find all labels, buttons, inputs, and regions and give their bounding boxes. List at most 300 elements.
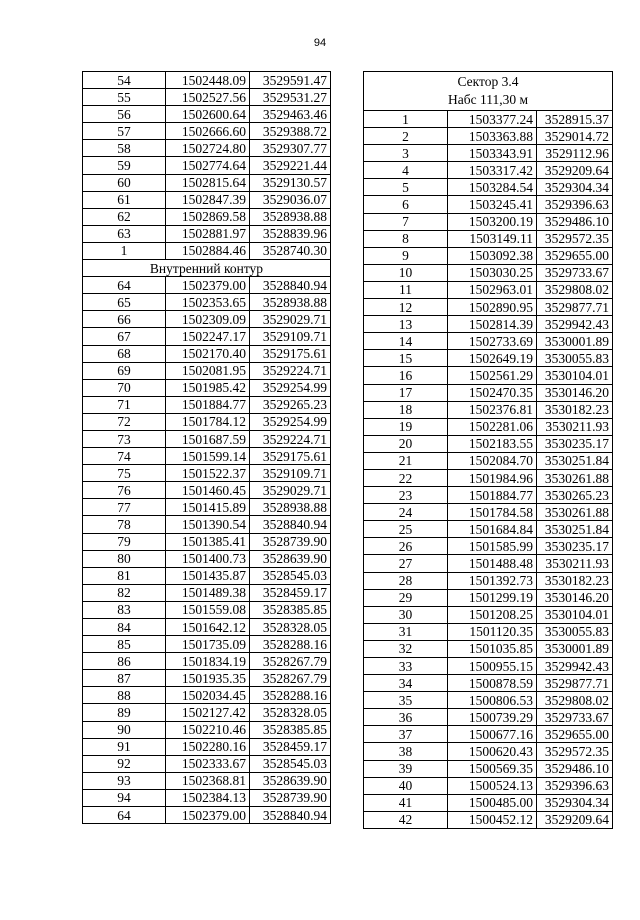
y-coordinate: 3529942.43 [537, 316, 613, 333]
y-coordinate: 3529877.71 [537, 299, 613, 316]
x-coordinate: 1503149.11 [448, 230, 537, 247]
point-number: 1 [83, 242, 166, 259]
table-row [364, 469, 613, 486]
point-number: 80 [83, 550, 166, 567]
point-number: 57 [83, 123, 166, 140]
x-coordinate: 1500524.13 [448, 777, 537, 794]
point-number: 23 [364, 487, 448, 504]
point-number: 27 [364, 555, 448, 572]
table-row [364, 196, 613, 213]
point-number: 62 [83, 208, 166, 225]
table-row [83, 294, 331, 311]
x-coordinate: 1502210.46 [166, 721, 250, 738]
table-row [364, 299, 613, 316]
table-row [364, 418, 613, 435]
table-row [364, 316, 613, 333]
x-coordinate: 1501687.59 [166, 430, 250, 447]
y-coordinate: 3528288.16 [250, 636, 331, 653]
point-number: 91 [83, 738, 166, 755]
y-coordinate: 3529224.71 [250, 362, 331, 379]
table-row [83, 362, 331, 379]
x-coordinate: 1501585.99 [448, 538, 537, 555]
table-row [83, 379, 331, 396]
table-row [364, 350, 613, 367]
table-row [364, 162, 613, 179]
y-coordinate: 3529655.00 [537, 247, 613, 264]
point-number: 88 [83, 687, 166, 704]
point-number: 1 [364, 111, 448, 128]
table-row [83, 636, 331, 653]
table-row [364, 128, 613, 145]
x-coordinate: 1502600.64 [166, 106, 250, 123]
y-coordinate: 3529304.34 [537, 794, 613, 811]
y-coordinate: 3529942.43 [537, 658, 613, 675]
table-row [83, 345, 331, 362]
y-coordinate: 3530146.20 [537, 384, 613, 401]
y-coordinate: 3529808.02 [537, 281, 613, 298]
table-row [83, 106, 331, 123]
point-number: 3 [364, 145, 448, 162]
y-coordinate: 3529175.61 [250, 345, 331, 362]
y-coordinate: 3529486.10 [537, 760, 613, 777]
table-row [364, 247, 613, 264]
y-coordinate: 3529733.67 [537, 264, 613, 281]
y-coordinate: 3528328.05 [250, 704, 331, 721]
point-number: 42 [364, 811, 448, 828]
y-coordinate: 3528739.90 [250, 789, 331, 806]
point-number: 40 [364, 777, 448, 794]
x-coordinate: 1502881.97 [166, 225, 250, 242]
y-coordinate: 3529486.10 [537, 213, 613, 230]
point-number: 37 [364, 726, 448, 743]
x-coordinate: 1502470.35 [448, 384, 537, 401]
y-coordinate: 3530104.01 [537, 367, 613, 384]
x-coordinate: 1502379.00 [166, 277, 250, 294]
y-coordinate: 3529014.72 [537, 128, 613, 145]
table-row [364, 145, 613, 162]
x-coordinate: 1502884.46 [166, 242, 250, 259]
y-coordinate: 3529029.71 [250, 482, 331, 499]
point-number: 86 [83, 653, 166, 670]
point-number: 71 [83, 396, 166, 413]
left-coordinates-table [82, 71, 331, 824]
point-number: 89 [83, 704, 166, 721]
y-coordinate: 3528840.94 [250, 516, 331, 533]
table-row [364, 640, 613, 657]
point-number: 93 [83, 772, 166, 789]
y-coordinate: 3528267.79 [250, 670, 331, 687]
point-number: 30 [364, 606, 448, 623]
x-coordinate: 1502649.19 [448, 350, 537, 367]
point-number: 14 [364, 333, 448, 350]
point-number: 65 [83, 294, 166, 311]
y-coordinate: 3530001.89 [537, 640, 613, 657]
x-coordinate: 1500955.15 [448, 658, 537, 675]
point-number: 81 [83, 567, 166, 584]
y-coordinate: 3529029.71 [250, 311, 331, 328]
x-coordinate: 1501415.89 [166, 499, 250, 516]
point-number: 34 [364, 675, 448, 692]
y-coordinate: 3528840.94 [250, 277, 331, 294]
point-number: 25 [364, 521, 448, 538]
y-coordinate: 3529112.96 [537, 145, 613, 162]
x-coordinate: 1503030.25 [448, 264, 537, 281]
y-coordinate: 3530182.23 [537, 401, 613, 418]
table-row [364, 709, 613, 726]
y-coordinate: 3528459.17 [250, 738, 331, 755]
y-coordinate: 3529591.47 [250, 72, 331, 89]
point-number: 69 [83, 362, 166, 379]
point-number: 11 [364, 281, 448, 298]
y-coordinate: 3529877.71 [537, 675, 613, 692]
x-coordinate: 1501400.73 [166, 550, 250, 567]
point-number: 70 [83, 379, 166, 396]
y-coordinate: 3529265.23 [250, 396, 331, 413]
x-coordinate: 1500620.43 [448, 743, 537, 760]
y-coordinate: 3530261.88 [537, 504, 613, 521]
table-row [83, 89, 331, 106]
table-row [83, 687, 331, 704]
point-number: 67 [83, 328, 166, 345]
point-number: 56 [83, 106, 166, 123]
table-row [83, 72, 331, 89]
y-coordinate: 3529130.57 [250, 174, 331, 191]
y-coordinate: 3529209.64 [537, 811, 613, 828]
table-row [364, 435, 613, 452]
table-row [83, 311, 331, 328]
table-row [364, 623, 613, 640]
table-row [83, 619, 331, 636]
x-coordinate: 1500569.35 [448, 760, 537, 777]
point-number: 87 [83, 670, 166, 687]
y-coordinate: 3529572.35 [537, 230, 613, 247]
table-row [83, 789, 331, 806]
x-coordinate: 1502280.16 [166, 738, 250, 755]
table-row [83, 208, 331, 225]
table-row [364, 572, 613, 589]
x-coordinate: 1501735.09 [166, 636, 250, 653]
point-number: 17 [364, 384, 448, 401]
x-coordinate: 1501522.37 [166, 465, 250, 482]
point-number: 13 [364, 316, 448, 333]
table-row [364, 333, 613, 350]
y-coordinate: 3528840.94 [250, 807, 331, 824]
point-number: 35 [364, 692, 448, 709]
y-coordinate: 3530261.88 [537, 469, 613, 486]
x-coordinate: 1501035.85 [448, 640, 537, 657]
point-number: 38 [364, 743, 448, 760]
y-coordinate: 3530146.20 [537, 589, 613, 606]
x-coordinate: 1502333.67 [166, 755, 250, 772]
table-row [364, 692, 613, 709]
y-coordinate: 3530211.93 [537, 418, 613, 435]
point-number: 73 [83, 430, 166, 447]
x-coordinate: 1500878.59 [448, 675, 537, 692]
point-number: 41 [364, 794, 448, 811]
point-number: 8 [364, 230, 448, 247]
sector-header [364, 72, 613, 111]
x-coordinate: 1501390.54 [166, 516, 250, 533]
y-coordinate: 3529572.35 [537, 743, 613, 760]
point-number: 33 [364, 658, 448, 675]
table-row [83, 123, 331, 140]
x-coordinate: 1501784.58 [448, 504, 537, 521]
point-number: 4 [364, 162, 448, 179]
x-coordinate: 1502666.60 [166, 123, 250, 140]
y-coordinate: 3529463.46 [250, 106, 331, 123]
table-row [364, 264, 613, 281]
table-row [83, 670, 331, 687]
table-row [83, 277, 331, 294]
right-coordinates-table [363, 71, 613, 829]
table-row [83, 772, 331, 789]
x-coordinate: 1501385.41 [166, 533, 250, 550]
point-number: 10 [364, 264, 448, 281]
y-coordinate: 3530235.17 [537, 435, 613, 452]
x-coordinate: 1502281.06 [448, 418, 537, 435]
y-coordinate: 3530104.01 [537, 606, 613, 623]
y-coordinate: 3529531.27 [250, 89, 331, 106]
y-coordinate: 3529109.71 [250, 465, 331, 482]
y-coordinate: 3528839.96 [250, 225, 331, 242]
y-coordinate: 3528938.88 [250, 208, 331, 225]
x-coordinate: 1502084.70 [448, 452, 537, 469]
point-number: 24 [364, 504, 448, 521]
x-coordinate: 1503363.88 [448, 128, 537, 145]
table-row [364, 487, 613, 504]
point-number: 31 [364, 623, 448, 640]
x-coordinate: 1502527.56 [166, 89, 250, 106]
y-coordinate: 3529109.71 [250, 328, 331, 345]
table-row [83, 807, 331, 824]
x-coordinate: 1502448.09 [166, 72, 250, 89]
table-row [83, 755, 331, 772]
y-coordinate: 3528740.30 [250, 242, 331, 259]
x-coordinate: 1503245.41 [448, 196, 537, 213]
x-coordinate: 1502561.29 [448, 367, 537, 384]
x-coordinate: 1503317.42 [448, 162, 537, 179]
point-number: 58 [83, 140, 166, 157]
table-row [83, 601, 331, 618]
point-number: 7 [364, 213, 448, 230]
y-coordinate: 3529254.99 [250, 413, 331, 430]
table-row [83, 242, 331, 259]
y-coordinate: 3530251.84 [537, 452, 613, 469]
x-coordinate: 1501884.77 [166, 396, 250, 413]
table-row [83, 191, 331, 208]
x-coordinate: 1500806.53 [448, 692, 537, 709]
point-number: 90 [83, 721, 166, 738]
y-coordinate: 3529396.63 [537, 196, 613, 213]
table-row [364, 777, 613, 794]
x-coordinate: 1502963.01 [448, 281, 537, 298]
x-coordinate: 1503377.24 [448, 111, 537, 128]
x-coordinate: 1501599.14 [166, 448, 250, 465]
point-number: 12 [364, 299, 448, 316]
x-coordinate: 1501488.48 [448, 555, 537, 572]
table-row [364, 606, 613, 623]
point-number: 5 [364, 179, 448, 196]
point-number: 9 [364, 247, 448, 264]
x-coordinate: 1502890.95 [448, 299, 537, 316]
sector-header-row [364, 72, 613, 111]
y-coordinate: 3529655.00 [537, 726, 613, 743]
table-row [364, 589, 613, 606]
y-coordinate: 3528459.17 [250, 584, 331, 601]
point-number: 36 [364, 709, 448, 726]
x-coordinate: 1500739.29 [448, 709, 537, 726]
x-coordinate: 1501684.84 [448, 521, 537, 538]
point-number: 64 [83, 807, 166, 824]
x-coordinate: 1502081.95 [166, 362, 250, 379]
y-coordinate: 3528639.90 [250, 550, 331, 567]
point-number: 32 [364, 640, 448, 657]
table-row [364, 213, 613, 230]
x-coordinate: 1501834.19 [166, 653, 250, 670]
y-coordinate: 3530251.84 [537, 521, 613, 538]
y-coordinate: 3529209.64 [537, 162, 613, 179]
x-coordinate: 1503092.38 [448, 247, 537, 264]
x-coordinate: 1502353.65 [166, 294, 250, 311]
point-number: 64 [83, 277, 166, 294]
y-coordinate: 3530235.17 [537, 538, 613, 555]
x-coordinate: 1502814.39 [448, 316, 537, 333]
table-row [364, 675, 613, 692]
x-coordinate: 1502034.45 [166, 687, 250, 704]
point-number: 68 [83, 345, 166, 362]
x-coordinate: 1502847.39 [166, 191, 250, 208]
point-number: 78 [83, 516, 166, 533]
y-coordinate: 3529808.02 [537, 692, 613, 709]
table-row [83, 653, 331, 670]
x-coordinate: 1500485.00 [448, 794, 537, 811]
x-coordinate: 1502309.09 [166, 311, 250, 328]
table-row [364, 452, 613, 469]
x-coordinate: 1501784.12 [166, 413, 250, 430]
y-coordinate: 3529221.44 [250, 157, 331, 174]
x-coordinate: 1503343.91 [448, 145, 537, 162]
x-coordinate: 1503200.19 [448, 213, 537, 230]
x-coordinate: 1501559.08 [166, 601, 250, 618]
y-coordinate: 3528639.90 [250, 772, 331, 789]
point-number: 59 [83, 157, 166, 174]
y-coordinate: 3529396.63 [537, 777, 613, 794]
y-coordinate: 3529224.71 [250, 430, 331, 447]
y-coordinate: 3528915.37 [537, 111, 613, 128]
table-row [364, 538, 613, 555]
x-coordinate: 1502127.42 [166, 704, 250, 721]
y-coordinate: 3529307.77 [250, 140, 331, 157]
x-coordinate: 1501984.96 [448, 469, 537, 486]
x-coordinate: 1502379.00 [166, 807, 250, 824]
point-number: 39 [364, 760, 448, 777]
point-number: 63 [83, 225, 166, 242]
point-number: 79 [83, 533, 166, 550]
x-coordinate: 1501884.77 [448, 487, 537, 504]
x-coordinate: 1500677.16 [448, 726, 537, 743]
table-row [364, 179, 613, 196]
table-row [83, 413, 331, 430]
point-number: 29 [364, 589, 448, 606]
point-number: 74 [83, 448, 166, 465]
point-number: 85 [83, 636, 166, 653]
point-number: 19 [364, 418, 448, 435]
table-row [83, 140, 331, 157]
table-row [364, 230, 613, 247]
section-label: Внутренний контур [83, 260, 331, 277]
table-row [83, 533, 331, 550]
y-coordinate: 3530001.89 [537, 333, 613, 350]
point-number: 20 [364, 435, 448, 452]
y-coordinate: 3529254.99 [250, 379, 331, 396]
point-number: 92 [83, 755, 166, 772]
table-row [364, 811, 613, 828]
table-row [83, 225, 331, 242]
table-row [83, 516, 331, 533]
x-coordinate: 1502368.81 [166, 772, 250, 789]
x-coordinate: 1503284.54 [448, 179, 537, 196]
x-coordinate: 1502869.58 [166, 208, 250, 225]
x-coordinate: 1501985.42 [166, 379, 250, 396]
x-coordinate: 1502774.64 [166, 157, 250, 174]
section-row [83, 260, 331, 277]
point-number: 83 [83, 601, 166, 618]
table-row [83, 482, 331, 499]
y-coordinate: 3530182.23 [537, 572, 613, 589]
y-coordinate: 3528267.79 [250, 653, 331, 670]
point-number: 94 [83, 789, 166, 806]
table-row [364, 726, 613, 743]
y-coordinate: 3528545.03 [250, 755, 331, 772]
y-coordinate: 3528328.05 [250, 619, 331, 636]
table-row [83, 448, 331, 465]
x-coordinate: 1501489.38 [166, 584, 250, 601]
point-number: 55 [83, 89, 166, 106]
x-coordinate: 1502733.69 [448, 333, 537, 350]
point-number: 21 [364, 452, 448, 469]
page-number: 94 [313, 37, 327, 49]
y-coordinate: 3528385.85 [250, 601, 331, 618]
y-coordinate: 3529036.07 [250, 191, 331, 208]
table-row [364, 555, 613, 572]
y-coordinate: 3529304.34 [537, 179, 613, 196]
x-coordinate: 1502815.64 [166, 174, 250, 191]
table-row [364, 658, 613, 675]
point-number: 2 [364, 128, 448, 145]
point-number: 28 [364, 572, 448, 589]
table-row [364, 743, 613, 760]
point-number: 26 [364, 538, 448, 555]
table-row [83, 567, 331, 584]
point-number: 6 [364, 196, 448, 213]
table-row [364, 794, 613, 811]
point-number: 72 [83, 413, 166, 430]
y-coordinate: 3530055.83 [537, 623, 613, 640]
point-number: 76 [83, 482, 166, 499]
x-coordinate: 1501208.25 [448, 606, 537, 623]
table-row [83, 704, 331, 721]
point-number: 66 [83, 311, 166, 328]
y-coordinate: 3528938.88 [250, 294, 331, 311]
x-coordinate: 1502247.17 [166, 328, 250, 345]
x-coordinate: 1502170.40 [166, 345, 250, 362]
table-row [364, 521, 613, 538]
y-coordinate: 3529388.72 [250, 123, 331, 140]
point-number: 61 [83, 191, 166, 208]
x-coordinate: 1501435.87 [166, 567, 250, 584]
x-coordinate: 1502376.81 [448, 401, 537, 418]
x-coordinate: 1502384.13 [166, 789, 250, 806]
